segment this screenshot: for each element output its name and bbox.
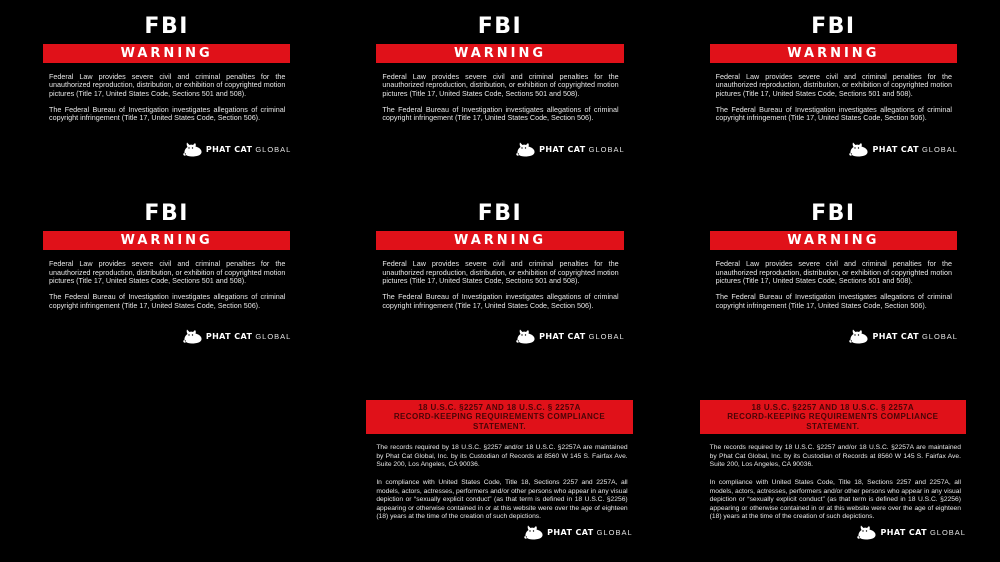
warning-label: WARNING — [453, 46, 547, 61]
fbi-title: FBI — [144, 14, 189, 39]
phat-cat-global-logo — [183, 329, 292, 344]
fbi-paragraph-2: The Federal Bureau of Investigation investigates allegations of criminal copyright infringement (Title 17, United States Code, Section 506). — [382, 292, 619, 310]
fbi-title: FBI — [811, 201, 856, 227]
warning-label: WARNING — [120, 46, 213, 61]
logo-text-bold: PHAT CAT — [547, 527, 594, 537]
logo-text-bold: PHAT CAT — [205, 145, 253, 154]
warning-banner — [710, 44, 957, 63]
fbi-body-text — [382, 260, 618, 309]
compliance-paragraph-1: The records required by 18 U.S.C. §2257 and/or 18 U.S.C. §2257A are maintained by Phat Cat Global, Inc. by its Custodian of Records at 8560 W 145 S. Fairfax Ave. Suite 200, Los Angeles, CA 90036. — [709, 444, 961, 469]
fbi-warning-panel — [0, 187, 333, 374]
compliance-header-banner — [366, 400, 632, 435]
logo-text-light: GLOBAL — [255, 145, 292, 154]
fbi-warning-panel — [333, 0, 666, 187]
phat-cat-global-logo — [849, 329, 958, 344]
cat-icon — [849, 142, 869, 157]
compliance-paragraph-1: The records required by 18 U.S.C. §2257 and/or 18 U.S.C. §2257A are maintained by Phat Cat Global, Inc. by its Custodian of Records at 8560 W 145 S. Fairfax Ave. Suite 200, Los Angeles, CA 90036. — [376, 444, 628, 469]
logo-text-bold: PHAT CAT — [539, 332, 586, 342]
compliance-header-line2: RECORD-KEEPING REQUIREMENTS COMPLIANCE STATEMENT. — [393, 412, 606, 431]
logo-text-light: GLOBAL — [921, 332, 958, 342]
fbi-warning-panel — [667, 187, 1000, 374]
fbi-paragraph-1: Federal Law provides severe civil and criminal penalties for the unauthorized reproduction, distribution, or exhibition of copyrighted motion pictures (Title 17, United States Code, Sections 501 and 508). — [715, 72, 952, 98]
fbi-paragraph-1: Federal Law provides severe civil and criminal penalties for the unauthorized reproduction, distribution, or exhibition of copyrighted motion pictures (Title 17, United States Code, Sections 501 and 508). — [382, 72, 619, 98]
logo-text-bold: PHAT CAT — [205, 332, 253, 342]
compliance-paragraph-2: In compliance with United States Code, Title 18, Sections 2257 and 2257A, all models, actors, actresses, performers and/or other persons who appear in any visual depiction or “sexually explicit conduct” (as that term is defined in 18 U.S.C. §2256) appearing or otherwise contained in or at this website were over the age of eighteen (18) years at the time of the creation of such depictions. — [709, 478, 961, 521]
fbi-title: FBI — [811, 14, 856, 39]
logo-text-light: GLOBAL — [596, 527, 633, 537]
phat-cat-global-logo — [183, 142, 292, 157]
logo-text-light: GLOBAL — [255, 332, 292, 342]
fbi-paragraph-2: The Federal Bureau of Investigation investigates allegations of criminal copyright infringement (Title 17, United States Code, Section 506). — [49, 104, 286, 123]
warning-label: WARNING — [120, 233, 213, 249]
fbi-warning-panel — [333, 187, 666, 374]
compliance-header-line2: RECORD-KEEPING REQUIREMENTS COMPLIANCE STATEMENT. — [727, 412, 939, 431]
compliance-paragraph-2: In compliance with United States Code, Title 18, Sections 2257 and 2257A, all models, actors, actresses, performers and/or other persons who appear in any visual depiction or “sexually explicit conduct” (as that term is defined in 18 U.S.C. §2256) appearing or otherwise contained in or at this website were over the age of eighteen (18) years at the time of the creation of such depictions. — [376, 478, 628, 521]
fbi-paragraph-1: Federal Law provides severe civil and criminal penalties for the unauthorized reproduction, distribution, or exhibition of copyrighted motion pictures (Title 17, United States Code, Sections 501 and 508). — [49, 259, 286, 285]
compliance-header-line1: 18 U.S.C. §2257 AND 18 U.S.C. § 2257A — [418, 402, 581, 412]
phat-cat-global-logo — [857, 525, 966, 540]
compliance-header-banner — [700, 400, 966, 435]
compliance-statement-panel — [333, 375, 666, 562]
phat-cat-global-logo — [524, 525, 633, 540]
logo-text-bold: PHAT CAT — [872, 332, 919, 342]
fbi-body-text — [716, 73, 952, 122]
fbi-paragraph-2: The Federal Bureau of Investigation investigates allegations of criminal copyright infringement (Title 17, United States Code, Section 506). — [382, 104, 619, 123]
fbi-paragraph-1: Federal Law provides severe civil and criminal penalties for the unauthorized reproduction, distribution, or exhibition of copyrighted motion pictures (Title 17, United States Code, Sections 501 and 508). — [382, 259, 619, 285]
logo-text-light: GLOBAL — [929, 527, 966, 537]
warning-banner — [710, 231, 957, 250]
logo-text-bold: PHAT CAT — [872, 145, 919, 154]
phat-cat-global-logo — [516, 329, 625, 344]
logo-text-light: GLOBAL — [921, 145, 958, 154]
fbi-title: FBI — [477, 14, 523, 39]
warning-label: WARNING — [787, 46, 880, 61]
empty-black-cell — [0, 375, 333, 562]
fbi-paragraph-1: Federal Law provides severe civil and criminal penalties for the unauthorized reproduction, distribution, or exhibition of copyrighted motion pictures (Title 17, United States Code, Sections 501 and 508). — [49, 72, 286, 98]
cat-icon — [516, 142, 536, 157]
fbi-title: FBI — [144, 201, 189, 227]
compliance-body-text — [710, 444, 961, 522]
fbi-body-text — [49, 260, 285, 309]
warning-banner — [43, 231, 290, 250]
fbi-body-text — [716, 260, 952, 309]
logo-text-light: GLOBAL — [588, 332, 625, 342]
fbi-paragraph-2: The Federal Bureau of Investigation investigates allegations of criminal copyright infringement (Title 17, United States Code, Section 506). — [715, 104, 952, 123]
logo-text-bold: PHAT CAT — [880, 527, 927, 537]
warning-label: WARNING — [453, 233, 547, 249]
compliance-header-line1: 18 U.S.C. §2257 AND 18 U.S.C. § 2257A — [751, 402, 915, 412]
logo-text-bold: PHAT CAT — [539, 145, 586, 154]
fbi-paragraph-2: The Federal Bureau of Investigation investigates allegations of criminal copyright infringement (Title 17, United States Code, Section 506). — [715, 292, 952, 310]
compliance-statement-panel — [667, 375, 1000, 562]
phat-cat-global-logo — [849, 142, 958, 157]
fbi-body-text — [382, 73, 618, 122]
cat-icon — [524, 525, 544, 540]
cat-icon — [849, 329, 869, 344]
cat-icon — [183, 142, 203, 157]
fbi-paragraph-2: The Federal Bureau of Investigation investigates allegations of criminal copyright infringement (Title 17, United States Code, Section 506). — [49, 292, 286, 310]
warning-banner — [43, 44, 290, 63]
fbi-body-text — [49, 73, 285, 122]
phat-cat-global-logo — [516, 142, 625, 157]
logo-text-light: GLOBAL — [588, 145, 625, 154]
warning-banner — [376, 44, 623, 63]
fbi-paragraph-1: Federal Law provides severe civil and criminal penalties for the unauthorized reproduction, distribution, or exhibition of copyrighted motion pictures (Title 17, United States Code, Sections 501 and 508). — [715, 259, 952, 285]
fbi-title: FBI — [477, 201, 523, 227]
cat-icon — [516, 329, 536, 344]
cat-icon — [857, 525, 877, 540]
fbi-warning-panel — [0, 0, 333, 187]
cat-icon — [183, 329, 203, 344]
warning-label: WARNING — [787, 233, 880, 249]
warning-banner — [376, 231, 623, 250]
compliance-body-text — [376, 444, 627, 522]
fbi-warning-panel — [667, 0, 1000, 187]
